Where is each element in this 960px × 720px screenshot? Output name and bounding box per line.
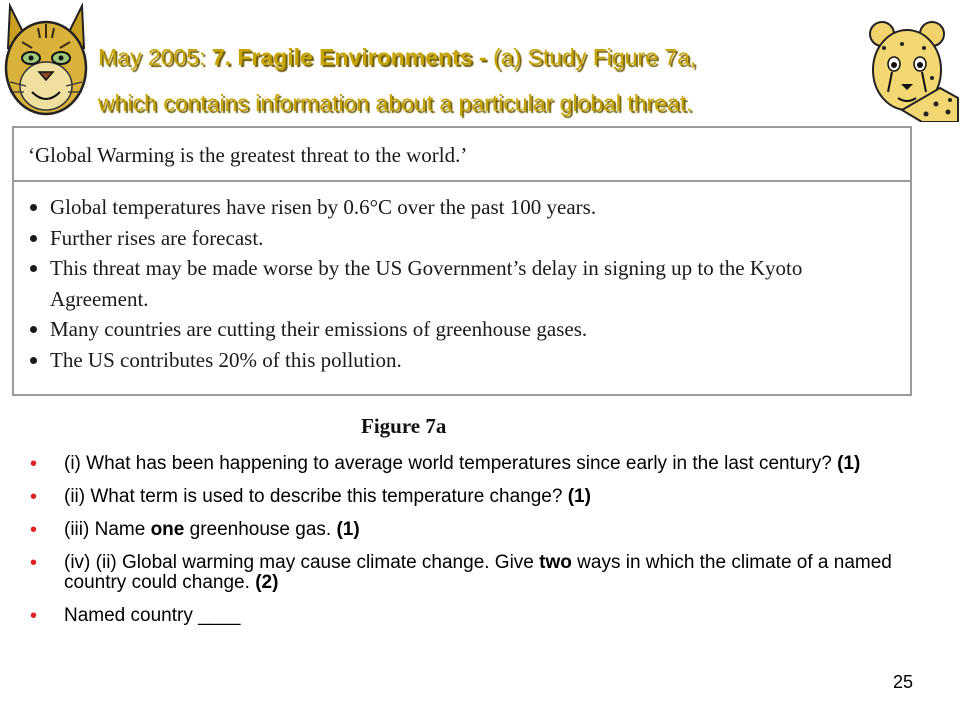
- figure-7a-box: [12, 126, 912, 396]
- question-item: [30, 487, 920, 507]
- title-suffix: (a) Study Figure 7a,: [492, 44, 697, 70]
- title-topic: 7. Fragile Environments -: [211, 44, 493, 70]
- question-text: (iii) Name: [64, 519, 151, 540]
- figure-bullet: Further rises are forecast.: [28, 223, 910, 254]
- question-text: (ii) What term is used to describe this temperature change?: [64, 486, 568, 507]
- page-number: 25: [893, 672, 914, 692]
- question-marks: (2): [255, 572, 279, 593]
- question-emphasis: two: [539, 552, 572, 573]
- bullet-icon: •: [30, 486, 38, 508]
- question-item: [30, 553, 920, 593]
- question-marks: (1): [336, 519, 360, 540]
- cheetah-mascot-icon: [862, 18, 960, 122]
- question-list: [30, 454, 920, 639]
- figure-quote: ‘Global Warming is the greatest threat to the world.’: [14, 128, 910, 182]
- question-text: ways in which the climate of a named country could change.: [64, 552, 892, 593]
- question-emphasis: one: [150, 519, 185, 540]
- figure-bullet: Many countries are cutting their emissions of greenhouse gases.: [28, 314, 910, 345]
- slide-title: [98, 34, 868, 126]
- named-country-prompt: Named country ____: [64, 605, 241, 626]
- figure-caption: Figure 7a: [361, 414, 447, 438]
- title-line-1: [98, 34, 868, 80]
- bullet-icon: •: [30, 552, 38, 574]
- question-marks: (1): [837, 453, 861, 474]
- question-item: [30, 454, 920, 474]
- question-item: [30, 606, 920, 626]
- figure-bullet: Global temperatures have risen by 0.6°C over the past 100 years.: [28, 192, 910, 223]
- question-marks: (1): [567, 486, 591, 507]
- bullet-icon: •: [30, 605, 38, 627]
- question-item: [30, 520, 920, 540]
- question-text: greenhouse gas.: [184, 519, 337, 540]
- lynx-mascot-icon: [2, 2, 90, 120]
- figure-bullet-list: [14, 182, 910, 375]
- title-prefix: May 2005:: [98, 44, 212, 70]
- title-line-2: which contains information about a particular global threat.: [98, 90, 693, 116]
- question-text: (i) What has been happening to average world temperatures since early in the last century?: [64, 453, 838, 474]
- figure-bullet: This threat may be made worse by the US Government’s delay in signing up to the Kyoto Agreement.: [28, 253, 910, 314]
- bullet-icon: •: [30, 453, 38, 475]
- bullet-icon: •: [30, 519, 38, 541]
- figure-bullet: The US contributes 20% of this pollution.: [28, 345, 910, 376]
- question-text: (iv) (ii) Global warming may cause climate change. Give: [64, 552, 540, 573]
